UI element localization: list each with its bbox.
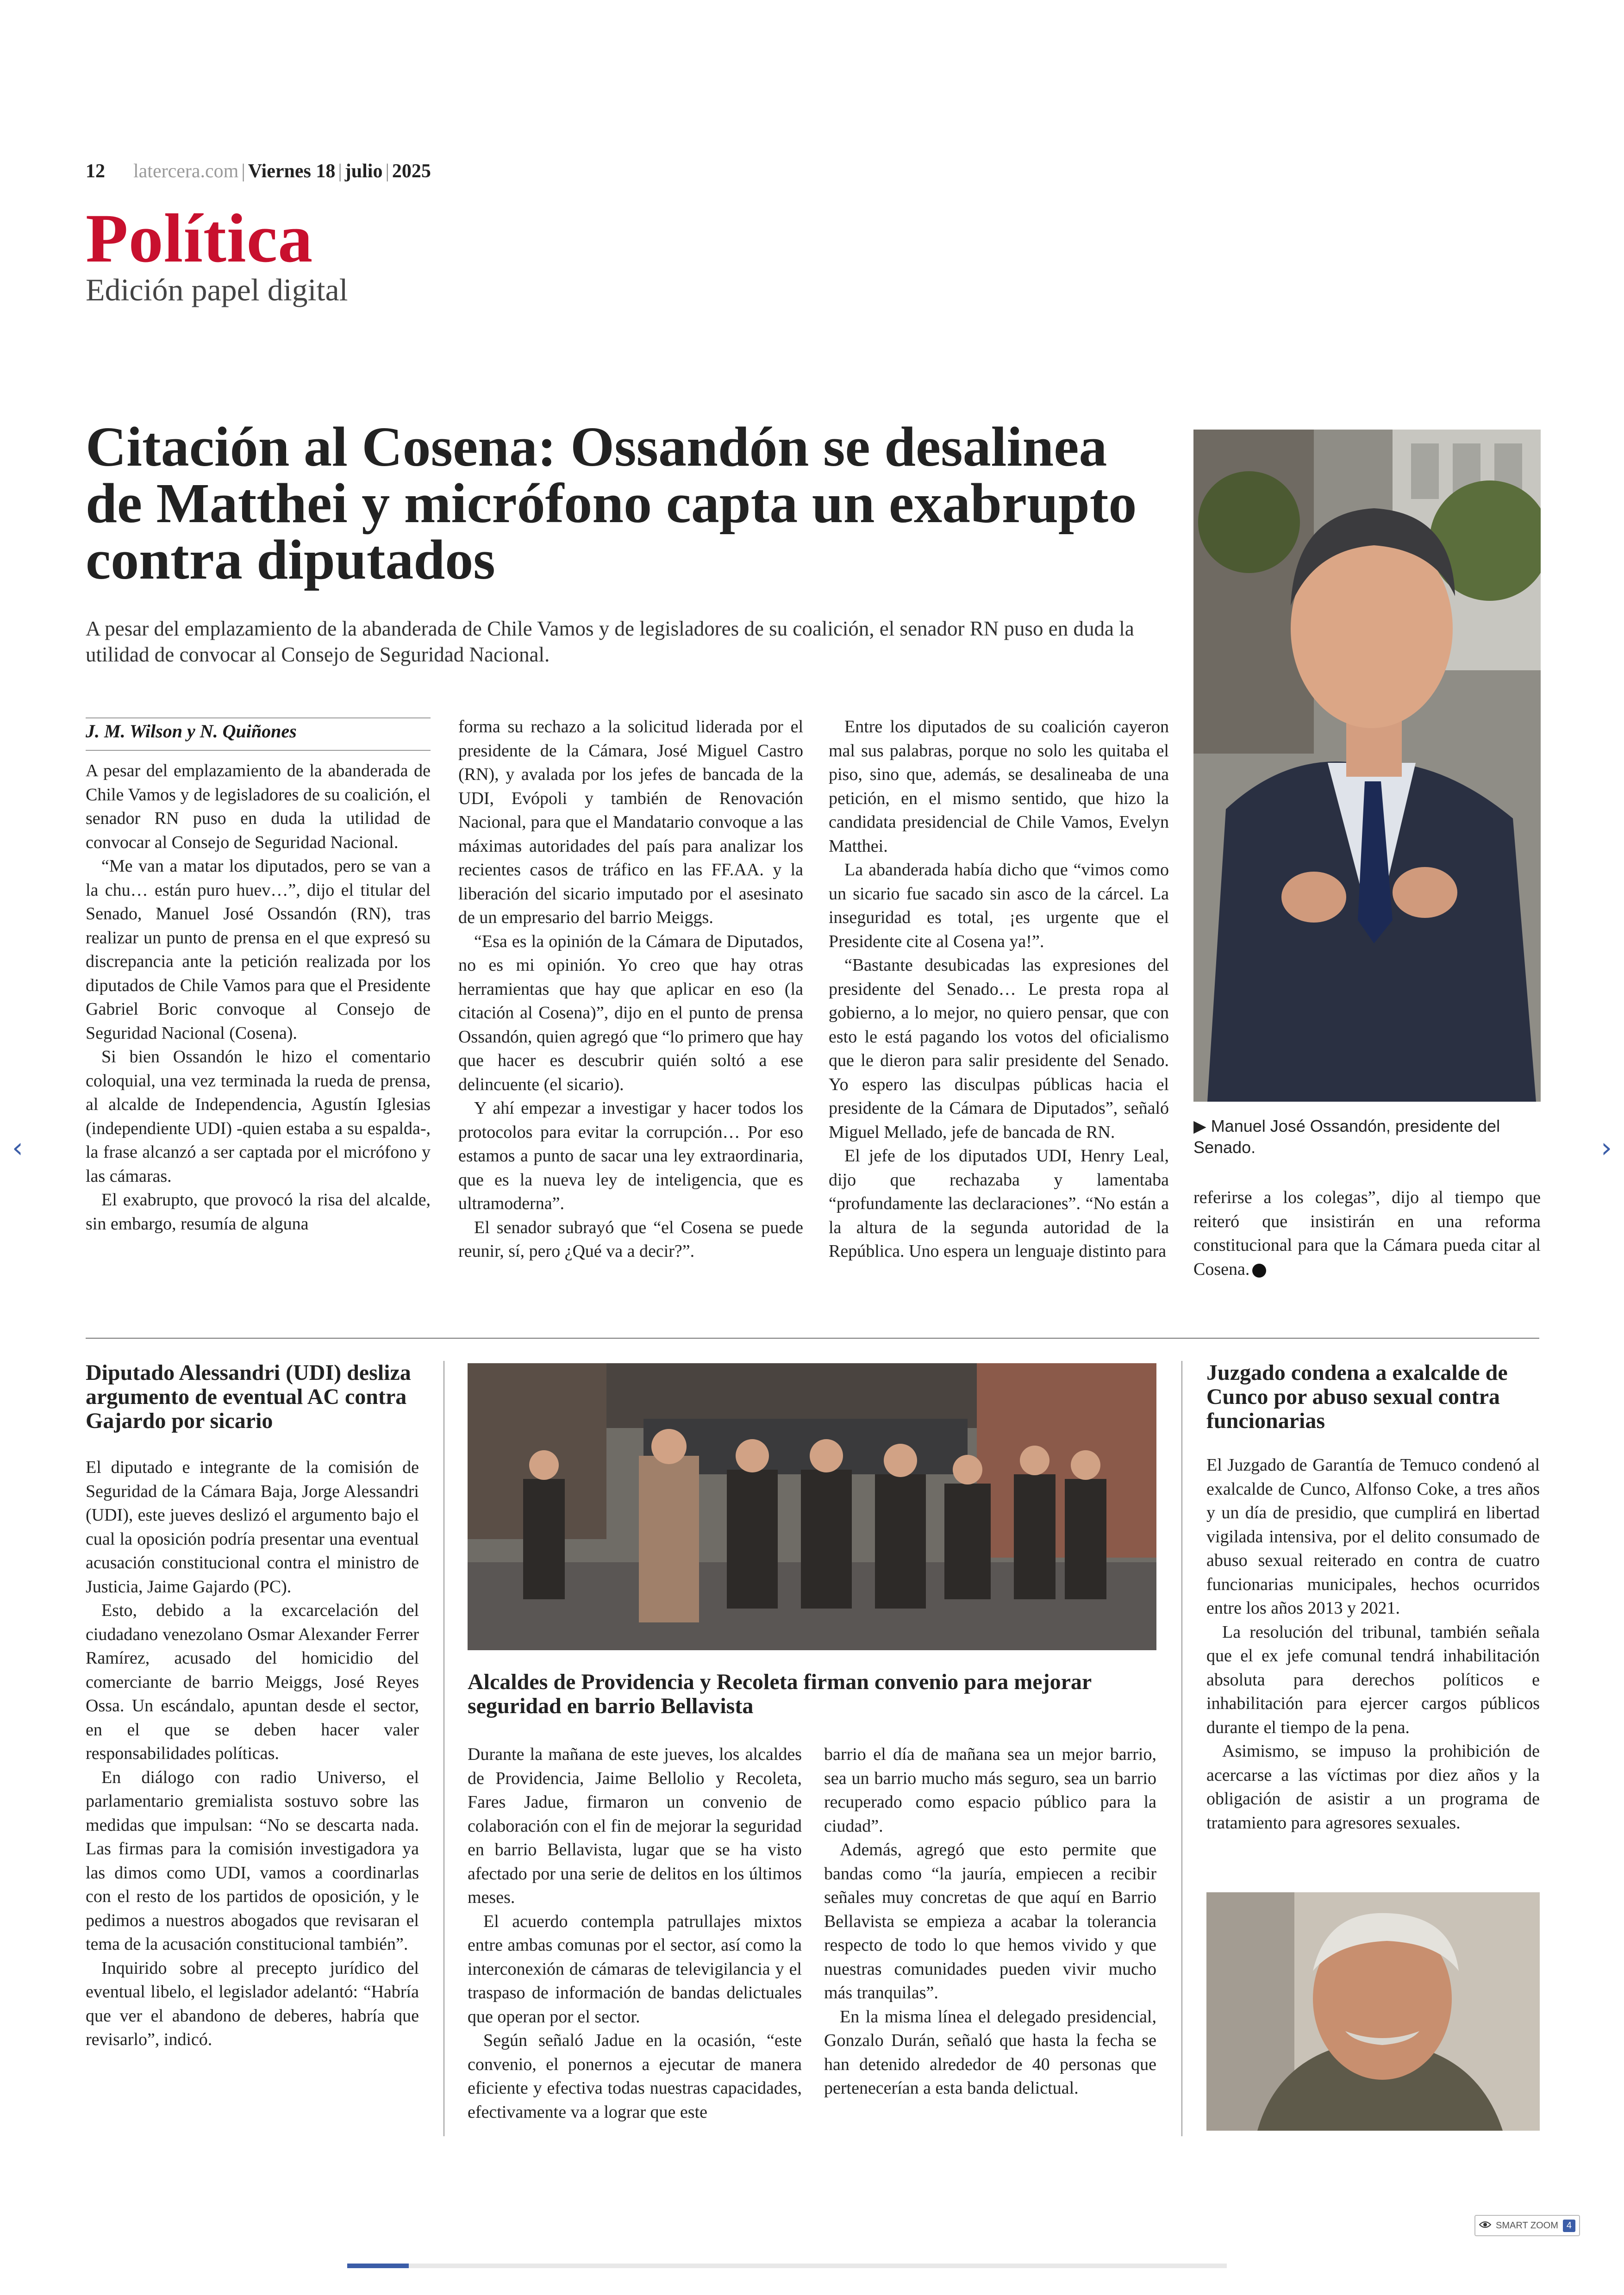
site-name: latercera.com [133, 161, 239, 182]
paragraph: El acuerdo contempla patrullajes mixtos entre ambas comunas por el sector, así como la interconexión de cámaras de televigilancia y el traspaso de información de bandas delictuales que operan por el sector. [468, 1911, 802, 2027]
paragraph: El senador subrayó que “el Cosena se puede reunir, sí, pero ¿Qué va a decir?”. [458, 1217, 803, 1261]
main-deck: A pesar del emplazamiento de la abanderada de Chile Vamos y de legisladores de su coalición, el senador RN puso en duda la utilidad de convocar al Consejo de Seguridad Nacional. [86, 617, 1134, 666]
progress-fill [347, 2264, 409, 2268]
paragraph: El diputado e integrante de la comisión de Seguridad de la Cámara Baja, Jorge Alessandri (UDI), este jueves deslizó el argumento bajo el cual la oposición podría presentar una eventual acusación constitucional contra el ministro de Justicia, Jaime Gajardo (PC). [86, 1458, 419, 1597]
paragraph: Si bien Ossandón le hizo el comentario coloquial, una vez terminada la rueda de prensa, al alcalde de Independencia, Agustín Iglesias (independiente UDI) -quien estaba a su espalda-, la frase alcanzó a ser captada por el micrófono y las cámaras. [86, 1047, 431, 1186]
page-header: 12 latercera.com | Viernes 18 | julio | 2025 [86, 161, 431, 182]
alessandri-body [86, 1456, 419, 2052]
paragraph: Entre los diputados de su coalición cayeron mal sus palabras, porque no solo les quitaba el piso, sino que, además, se desalineaba de una petición, en el mismo sentido, que hizo la candidata presidencial de Chile Vamos, Evelyn Matthei. [829, 717, 1169, 856]
coke-photo [1206, 1892, 1540, 2131]
alcaldes-column-1 [468, 1743, 802, 2124]
chevron-right-icon: › [1601, 1132, 1612, 1164]
section-divider [86, 1338, 1539, 1339]
paragraph: “Esa es la opinión de la Cámara de Diputados, no es mi opinión. Yo creo que hay otras herramientas que hay que aplicar en eso (la citación al Cosena)”, dijo en el punto de prensa Ossandón, quien agregó que “lo primero que hay que hacer es descubrir quién soltó a ese delincuente (el sicario). [458, 931, 804, 1094]
paragraph: Durante la mañana de este jueves, los alcaldes de Providencia, Jaime Bellolio y Recoleta, Fares Jadue, firmaron un convenio de colaboración con el fin de mejorar la seguridad en barrio Bellavista, lugar que se ha visto afectado por una serie de delitos en los últimos meses. [468, 1745, 802, 1907]
next-page-button[interactable] [1593, 1127, 1620, 1169]
alcaldes-headline: Alcaldes de Providencia y Recoleta firman convenio para mejorar seguridad en barrio Bellavista [468, 1670, 1092, 1718]
byline-rule [86, 717, 431, 718]
paragraph: El jefe de los diputados UDI, Henry Leal, dijo que rechazaba y lamentaba “profundamente las declaraciones”. “No están a la altura de la segunda autoridad de la República. Uno espera un lenguaje distinto para [829, 1146, 1169, 1261]
alessandri-headline: Diputado Alessandri (UDI) desliza argumento de eventual AC contra Gajardo por sicario [86, 1360, 411, 1433]
cunco-headline: Juzgado condena a exalcalde de Cunco por abuso sexual contra funcionarias [1206, 1360, 1508, 1433]
main-column-2 [458, 715, 803, 1264]
section-title: Política [86, 200, 313, 277]
page-number: 12 [86, 161, 105, 182]
paragraph: En diálogo con radio Universo, el parlamentario gremialista sostuvo sobre las medidas que impulsan: “No se descarta nada. Las firmas para la comisión investigadora ya las dimos como UDI, vamos a coordinarlas con el resto de los partidos de oposición, y le pedimos a nuestros abogados que revisaran el tema de la acusación constitucional también”. [86, 1767, 419, 1954]
paragraph: A pesar del emplazamiento de la abanderada de Chile Vamos y de legisladores de su coalición, el senador RN puso en duda la utilidad de convocar al Consejo de Seguridad Nacional. [86, 761, 431, 852]
main-column-4 [1193, 1186, 1541, 1281]
ossandon-photo [1193, 430, 1541, 1102]
paragraph: Inquirido sobre al precepto jurídico del eventual libelo, el legislador adelantó: “Habría que ver el abandono de deberes, habría que revisarlo”, indicó. [86, 1958, 419, 2049]
paragraph: En la misma línea el delegado presidencial, Gonzalo Durán, señaló que hasta la fecha se han detenido alrededor de 40 personas que pertenecerían a esta banda delictual. [824, 2007, 1156, 2098]
paragraph: El exabrupto, que provocó la risa del alcalde, sin embargo, resumía de alguna [86, 1190, 431, 1234]
paragraph: Asimismo, se impuso la prohibición de acercarse a las víctimas por diez años y la obligación de asistir a un programa de tratamiento para agresores sexuales. [1206, 1741, 1540, 1833]
byline: J. M. Wilson y N. Quiñones [86, 721, 297, 742]
smart-zoom-label: SMART ZOOM [1496, 2220, 1558, 2231]
closing-paragraph: referirse a los colegas”, dijo al tiempo que reiteró que insistirán en una reforma constitucional para que la Cámara pueda citar al Cosena. [1193, 1188, 1541, 1279]
alcaldes-column-2 [824, 1743, 1156, 2101]
paragraph: “Bastante desubicadas las expresiones del presidente del Senado… Le presta ropa al gobierno, a lo mejor, no quiero pensar, que con esto le está pagando los votos del oficialismo que le dieron para salir presidente del Senado. Yo espero las disculpas públicas hacia el presidente de la Cámara de Diputados”, señaló Miguel Mellado, jefe de bancada de RN. [829, 955, 1169, 1142]
reading-progress-bar[interactable] [347, 2264, 1227, 2268]
date-day: Viernes 18 [248, 161, 336, 182]
paragraph: La resolución del tribunal, también señala que el ex jefe comunal tendrá inhabilitación absoluta para derechos políticos e inhabilitación para ejercer cargos públicos durante el tiempo de la pena. [1206, 1622, 1540, 1737]
paragraph [1193, 1186, 1541, 1281]
smart-zoom-control[interactable] [1474, 2215, 1580, 2236]
page-count-badge: 4 [1563, 2220, 1575, 2232]
paragraph: Además, agregó que esto permite que bandas como “la jauría, empiecen a recibir señales muy concretas de que aquí en Barrio Bellavista se empieza a acabar la tolerancia respecto de todo lo que hemos vivido y que nuestras comunidades pueden vivir mucho más tranquilas”. [824, 1840, 1156, 2002]
prev-page-button[interactable] [4, 1127, 31, 1169]
paragraph: “Me van a matar los diputados, pero se van a la chu… están puro huev…”, dijo el titular del Senado, Manuel José Ossandón (RN), tras realizar un punto de prensa en el que expresó su discrepancia ante la petición realizada por los diputados de Chile Vamos para que el Presidente Gabriel Boric convoque al Consejo de Seguridad Nacional (Cosena). [86, 856, 431, 1043]
photo-caption: ▶ Manuel José Ossandón, presidente del Senado. [1193, 1116, 1500, 1157]
main-headline: Citación al Cosena: Ossandón se desalinea de Matthei y micrófono capta un exabrupto contra diputados [86, 416, 1137, 591]
chevron-left-icon: ‹ [12, 1132, 23, 1164]
column-rule [443, 1361, 444, 2136]
alcaldes-photo [468, 1363, 1156, 1650]
cunco-body [1206, 1453, 1540, 1835]
main-column-3 [829, 715, 1169, 1264]
paragraph: La abanderada había dicho que “vimos como un sicario fue sacado sin asco de la cárcel. La inseguridad es total, ¡es urgente que el Presidente cite al Cosena ya!”. [829, 860, 1169, 951]
paragraph: barrio el día de mañana sea un mejor barrio, sea un barrio mucho más seguro, sea un barrio recuperado como espacio público para la ciudad”. [824, 1745, 1156, 1836]
paragraph: Y ahí empezar a investigar y hacer todos los protocolos para evitar la corrupción… Por eso estamos a punto de sacar una ley extraordinaria, que es la nueva ley de inteligencia, que es ultramoderna”. [458, 1098, 803, 1213]
end-mark-icon [1252, 1264, 1266, 1278]
paragraph: Esto, debido a la excarcelación del ciudadano venezolano Osmar Alexander Ferrer Ramírez, acusado del homicidio del comerciante de barrio Meiggs, José Reyes Ossa. Un escándalo, apuntan desde el sector, en el que se deben hacer valer responsabilidades políticas. [86, 1601, 419, 1763]
column-rule [1181, 1361, 1182, 2136]
paragraph: El Juzgado de Garantía de Temuco condenó al exalcalde de Cunco, Alfonso Coke, a tres años y un día de presidio, que cumplirá en libertad vigilada intensiva, por el delito consumado de abuso sexual reiterado en contra de cuatro funcionarias municipales, hechos ocurridos entre los años 2013 y 2021. [1206, 1455, 1540, 1618]
main-column-1 [86, 759, 431, 1236]
eye-icon [1479, 2220, 1491, 2231]
byline-rule-bottom [86, 750, 431, 751]
edition-label: Edición papel digital [86, 272, 348, 307]
paragraph: Según señaló Jadue en la ocasión, “este convenio, el ponernos a ejecutar de manera eficiente y efectiva todas nuestras capacidades, efectivamente va a lograr que este [468, 2031, 802, 2122]
date-year: 2025 [392, 161, 431, 182]
date-month: julio [344, 161, 383, 182]
paragraph: forma su rechazo a la solicitud liderada por el presidente de la Cámara, José Miguel Castro (RN), y avalada por los jefes de bancada de la UDI, Evópoli y también de Renovación Nacional, para que el Mandatario convoque a las máximas autoridades del país para analizar los recientes casos de tráfico en las FF.AA. y la liberación del sicario imputado por el asesinato de un empresario del barrio Meiggs. [458, 717, 803, 927]
